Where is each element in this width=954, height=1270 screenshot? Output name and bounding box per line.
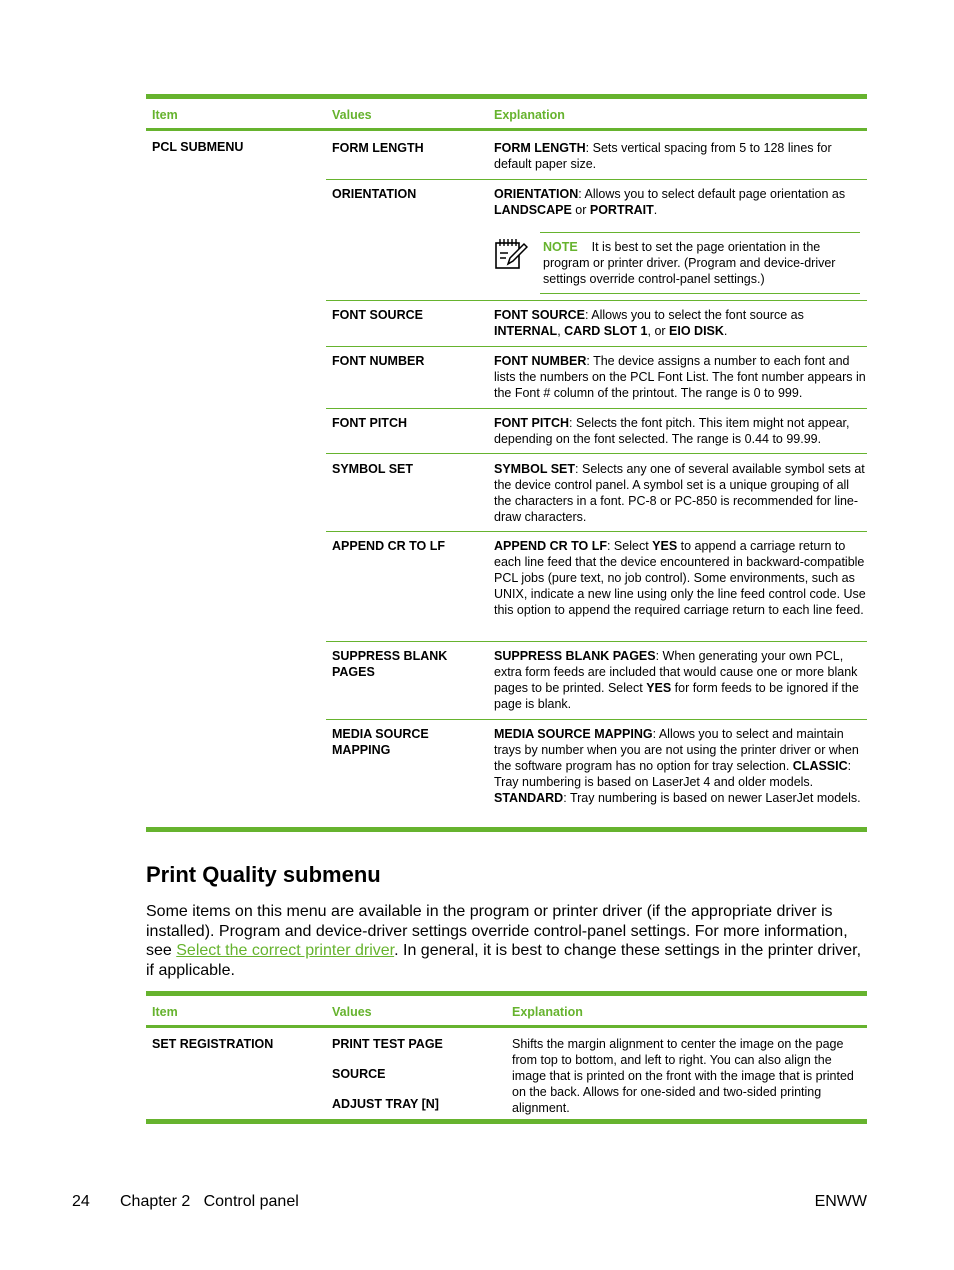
table-body: [146, 131, 867, 827]
row-separator: [326, 179, 867, 180]
row-separator: [326, 641, 867, 642]
note-text: NOTE It is best to set the page orientation in the program or printer driver. (Program and device-driver settings override control-panel settings.): [543, 240, 836, 286]
row-separator: [326, 408, 867, 409]
table-body: [146, 1028, 867, 1119]
table-bottom-rule: [146, 1119, 867, 1124]
explanation-suppress-blank-pages: SUPPRESS BLANK PAGES: When generating your own PCL, extra form feeds are included that would cause one or more blank pages to be printed. Select YES for form feeds to be ignored if the page is blank.: [494, 649, 859, 711]
note-bottom-rule: [540, 293, 860, 294]
value-adjust-tray: ADJUST TRAY [N]: [332, 1097, 439, 1111]
value-source: SOURCE: [332, 1067, 386, 1081]
explanation-font-number: FONT NUMBER: The device assigns a number to each font and lists the numbers on the PCL Font List. The font number appears in the Font # column of the printout. The range is 0 to 999.: [494, 354, 866, 400]
page-number: 24: [72, 1193, 90, 1210]
header-item: Item: [152, 1005, 178, 1019]
printer-driver-link[interactable]: Select the correct printer driver: [176, 942, 395, 959]
header-values: Values: [332, 108, 372, 122]
header-item: Item: [152, 108, 178, 122]
explanation-font-source: FONT SOURCE: Allows you to select the font source as INTERNAL, CARD SLOT 1, or EIO DISK.: [494, 308, 804, 338]
value-form-length: FORM LENGTH: [332, 141, 424, 155]
note-box: [494, 232, 861, 294]
chapter-label: Chapter 2 Control panel: [120, 1193, 299, 1210]
note-icon: [494, 236, 528, 270]
row-separator: [326, 346, 867, 347]
header-explanation: Explanation: [494, 108, 565, 122]
item-pcl-submenu: PCL SUBMENU: [152, 140, 244, 154]
explanation-media-source-mapping: MEDIA SOURCE MAPPING: Allows you to select and maintain trays by number when you are not using the printer driver or when the software program has no option for tray selection. CLASSIC: Tray numbering is based on LaserJet 4 and older models. STANDARD: Tray numbering is based on newer LaserJet models.: [494, 727, 861, 805]
explanation-symbol-set: SYMBOL SET: Selects any one of several available symbol sets at the device control panel. A symbol set is a unique grouping of all the characters in a font. PC-8 or PC-850 is recommended for line-draw characters.: [494, 462, 865, 524]
row-separator: [326, 719, 867, 720]
section-intro: Some items on this menu are available in the program or printer driver (if the appropriate driver is installed). Program and device-driver settings override control-panel settings. For more information, see Select the correct printer driver. In general, it is best to change these settings in the printer driver, if applicable.: [146, 903, 862, 979]
value-font-source: FONT SOURCE: [332, 308, 423, 322]
explanation-font-pitch: FONT PITCH: Selects the font pitch. This item might not appear, depending on the font selected. The range is 0.44 to 99.99.: [494, 416, 850, 446]
value-append-cr-to-lf: APPEND CR TO LF: [332, 539, 445, 553]
explanation-append-cr-to-lf: APPEND CR TO LF: Select YES to append a carriage return to each line feed that the device encountered in backward-compatible PCL jobs (pure text, no job control). Some environments, such as UNIX, indicate a new line using only the line feed control code. Use this option to append the required carriage return to each line feed.: [494, 539, 866, 617]
row-separator: [326, 300, 867, 301]
header-explanation: Explanation: [512, 1005, 583, 1019]
value-media-source-mapping: MEDIA SOURCE MAPPING: [332, 727, 429, 757]
explanation-set-registration: Shifts the margin alignment to center the image on the page from top to bottom, and left to right. You can also align the image that is printed on the front with the image that is printed on the back. Allows for one-sided and two-sided printing alignment.: [512, 1037, 854, 1115]
note-top-rule: [540, 232, 860, 233]
item-set-registration: SET REGISTRATION: [152, 1037, 274, 1051]
table-header: [146, 99, 867, 131]
header-values: Values: [332, 1005, 372, 1019]
value-print-test-page: PRINT TEST PAGE: [332, 1037, 443, 1051]
value-orientation: ORIENTATION: [332, 187, 417, 201]
table-header: [146, 996, 867, 1028]
value-font-number: FONT NUMBER: [332, 354, 425, 368]
value-font-pitch: FONT PITCH: [332, 416, 407, 430]
row-separator: [326, 453, 867, 454]
section-title: Print Quality submenu: [146, 862, 381, 887]
print-quality-table: [146, 991, 867, 1124]
value-symbol-set: SYMBOL SET: [332, 462, 414, 476]
row-separator: [326, 531, 867, 532]
explanation-form-length: FORM LENGTH: Sets vertical spacing from 5 to 128 lines for default paper size.: [494, 141, 832, 171]
explanation-orientation: ORIENTATION: Allows you to select default page orientation as LANDSCAPE or PORTRAIT.: [494, 187, 846, 217]
pcl-table: [146, 94, 867, 832]
table-bottom-rule: [146, 827, 867, 832]
footer-right: ENWW: [814, 1193, 867, 1210]
value-suppress-blank-pages: SUPPRESS BLANK PAGES: [332, 649, 448, 679]
